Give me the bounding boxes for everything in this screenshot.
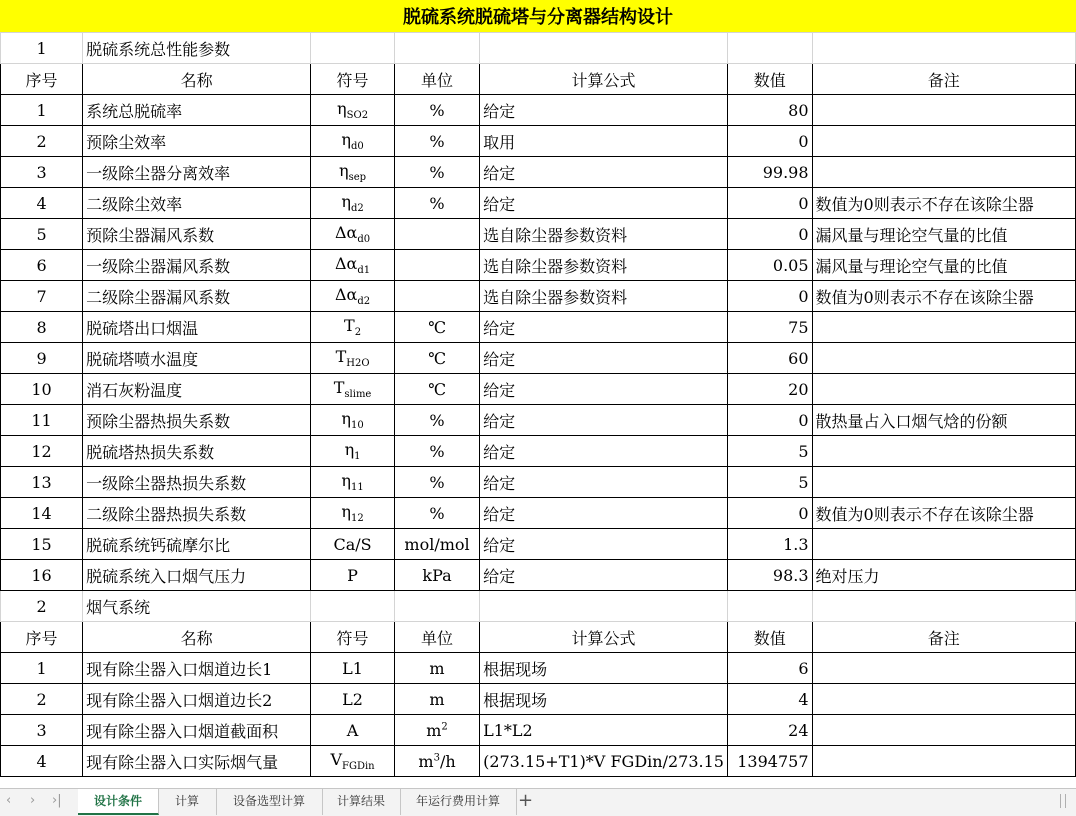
- unit-cell[interactable]: [394, 653, 479, 684]
- param-name-cell[interactable]: 脱硫系统钙硫摩尔比: [83, 529, 311, 560]
- section-number-cell[interactable]: 2: [1, 591, 83, 622]
- unit-text: m: [418, 751, 434, 771]
- row-number-cell[interactable]: 15: [1, 529, 83, 560]
- symbol-cell[interactable]: [311, 219, 395, 250]
- symbol-cell[interactable]: [311, 529, 395, 560]
- formula-cell[interactable]: 给定: [480, 157, 728, 188]
- unit-cell[interactable]: [394, 250, 479, 281]
- symbol-text: Δα: [334, 253, 358, 273]
- symbol-cell[interactable]: [311, 343, 395, 374]
- value-cell[interactable]: 98.3: [727, 560, 812, 591]
- unit-cell[interactable]: [394, 312, 479, 343]
- unit-cell[interactable]: [394, 560, 479, 591]
- formula-cell[interactable]: 给定: [480, 498, 728, 529]
- unit-superscript: 2: [441, 721, 448, 733]
- unit-text: %: [429, 503, 445, 523]
- unit-cell[interactable]: [394, 219, 479, 250]
- sheet-tab-bar: [0, 788, 1076, 816]
- sheet-tab-1[interactable]: 计算: [158, 789, 217, 815]
- unit-cell[interactable]: [394, 529, 479, 560]
- unit-cell[interactable]: [394, 498, 479, 529]
- tab-scroll-splitter[interactable]: [1060, 794, 1066, 808]
- value-cell[interactable]: 5: [727, 467, 812, 498]
- value-cell[interactable]: 20: [727, 374, 812, 405]
- remark-cell[interactable]: [812, 126, 1075, 157]
- row-number-cell[interactable]: 12: [1, 436, 83, 467]
- row-number-cell[interactable]: 10: [1, 374, 83, 405]
- unit-text: kPa: [422, 565, 452, 585]
- remark-cell[interactable]: [812, 312, 1075, 343]
- symbol-subscript: d0: [357, 234, 371, 246]
- row-number-cell[interactable]: 3: [1, 157, 83, 188]
- value-cell[interactable]: 0: [727, 498, 812, 529]
- value-cell[interactable]: 0: [727, 219, 812, 250]
- empty-cell[interactable]: [727, 33, 812, 64]
- value-cell[interactable]: 0: [727, 281, 812, 312]
- unit-cell[interactable]: [394, 374, 479, 405]
- symbol-subscript: H2O: [346, 358, 370, 370]
- table-row: [1, 467, 1076, 498]
- table-row: [1, 498, 1076, 529]
- table-row: [1, 126, 1076, 157]
- section-number-cell[interactable]: 1: [1, 33, 83, 64]
- symbol-cell[interactable]: [311, 374, 395, 405]
- remark-cell[interactable]: [812, 653, 1075, 684]
- symbol-cell[interactable]: [311, 312, 395, 343]
- symbol-cell[interactable]: [311, 95, 395, 126]
- remark-cell[interactable]: 数值为0则表示不存在该除尘器: [812, 188, 1075, 219]
- unit-text: mol/mol: [404, 534, 470, 554]
- symbol-text: η: [341, 191, 351, 211]
- param-name-cell[interactable]: 二级除尘效率: [83, 188, 311, 219]
- table-row: [1, 95, 1076, 126]
- param-name-cell[interactable]: 现有除尘器入口烟道截面积: [83, 715, 311, 746]
- symbol-text: T: [333, 377, 345, 397]
- symbol-text: L1: [342, 658, 363, 678]
- symbol-cell[interactable]: [311, 715, 395, 746]
- row-number-cell[interactable]: 4: [1, 188, 83, 219]
- unit-text: m: [429, 658, 445, 678]
- unit-cell[interactable]: [394, 715, 479, 746]
- value-cell[interactable]: 5: [727, 436, 812, 467]
- remark-cell[interactable]: [812, 95, 1075, 126]
- formula-cell[interactable]: 给定: [480, 343, 728, 374]
- formula-cell[interactable]: 给定: [480, 95, 728, 126]
- param-name-cell[interactable]: 脱硫塔热损失系数: [83, 436, 311, 467]
- formula-cell[interactable]: 给定: [480, 436, 728, 467]
- empty-cell[interactable]: [812, 33, 1075, 64]
- unit-cell[interactable]: [394, 467, 479, 498]
- symbol-subscript: 1: [354, 451, 361, 463]
- remark-cell[interactable]: [812, 746, 1075, 777]
- table-row: [1, 312, 1076, 343]
- remark-cell[interactable]: [812, 529, 1075, 560]
- header-unit-cell[interactable]: 单位: [394, 622, 479, 653]
- formula-cell[interactable]: 选自除尘器参数资料: [480, 281, 728, 312]
- formula-cell[interactable]: 给定: [480, 374, 728, 405]
- symbol-cell[interactable]: [311, 281, 395, 312]
- symbol-text: A: [346, 720, 359, 740]
- symbol-subscript: sep: [348, 172, 367, 184]
- param-name-cell[interactable]: 脱硫系统入口烟气压力: [83, 560, 311, 591]
- symbol-text: Ca/S: [333, 534, 372, 554]
- header-remark-cell[interactable]: 备注: [812, 64, 1075, 95]
- remark-cell[interactable]: [812, 343, 1075, 374]
- table-row: [1, 436, 1076, 467]
- param-name-cell[interactable]: 现有除尘器入口烟道边长1: [83, 653, 311, 684]
- formula-cell[interactable]: 根据现场: [480, 684, 728, 715]
- symbol-text: T: [335, 346, 347, 366]
- unit-text: %: [429, 410, 445, 430]
- table-row: [1, 157, 1076, 188]
- header-no-cell[interactable]: 序号: [1, 622, 83, 653]
- value-cell[interactable]: 1.3: [727, 529, 812, 560]
- param-name-cell[interactable]: 脱硫塔喷水温度: [83, 343, 311, 374]
- table-row: [1, 281, 1076, 312]
- data-grid[interactable]: [0, 32, 1076, 777]
- formula-cell[interactable]: 给定: [480, 529, 728, 560]
- remark-cell[interactable]: [812, 374, 1075, 405]
- value-cell[interactable]: 0: [727, 188, 812, 219]
- unit-cell[interactable]: [394, 343, 479, 374]
- section-name-cell[interactable]: 烟气系统: [83, 591, 311, 622]
- unit-text: %: [429, 472, 445, 492]
- formula-cell[interactable]: 给定: [480, 560, 728, 591]
- row-number-cell[interactable]: 16: [1, 560, 83, 591]
- unit-text: %: [429, 131, 445, 151]
- sheet-title: 脱硫系统脱硫塔与分离器结构设计: [403, 7, 673, 28]
- symbol-text: η: [341, 408, 351, 428]
- symbol-text: Δα: [334, 222, 358, 242]
- formula-cell[interactable]: 根据现场: [480, 653, 728, 684]
- unit-superscript: 3: [433, 752, 440, 764]
- row-number-cell[interactable]: 14: [1, 498, 83, 529]
- table-row: [1, 684, 1076, 715]
- unit-cell[interactable]: [394, 188, 479, 219]
- symbol-text: Δα: [334, 284, 358, 304]
- row-number-cell[interactable]: 1: [1, 653, 83, 684]
- header-row: [1, 64, 1076, 95]
- row-number-cell[interactable]: 13: [1, 467, 83, 498]
- symbol-cell[interactable]: [311, 126, 395, 157]
- remark-cell[interactable]: [812, 157, 1075, 188]
- param-name-cell[interactable]: 一级除尘器漏风系数: [83, 250, 311, 281]
- symbol-cell[interactable]: [311, 498, 395, 529]
- row-number-cell[interactable]: 8: [1, 312, 83, 343]
- table-row: [1, 746, 1076, 777]
- param-name-cell[interactable]: 预除尘器漏风系数: [83, 219, 311, 250]
- remark-cell[interactable]: 数值为0则表示不存在该除尘器: [812, 281, 1075, 312]
- sheet-tab-0[interactable]: 设计条件: [78, 789, 159, 815]
- unit-cell[interactable]: [394, 436, 479, 467]
- unit-cell[interactable]: [394, 95, 479, 126]
- unit-text: m: [429, 689, 445, 709]
- add-sheet-button[interactable]: +: [518, 790, 534, 811]
- unit-cell[interactable]: [394, 157, 479, 188]
- row-number-cell[interactable]: 6: [1, 250, 83, 281]
- header-row: [1, 622, 1076, 653]
- row-number-cell[interactable]: 1: [1, 95, 83, 126]
- empty-cell[interactable]: [480, 33, 728, 64]
- header-name-cell[interactable]: 名称: [83, 622, 311, 653]
- sheet-title-cell[interactable]: [0, 0, 1076, 33]
- unit-cell[interactable]: [394, 684, 479, 715]
- param-name-cell[interactable]: 现有除尘器入口实际烟气量: [83, 746, 311, 777]
- value-cell[interactable]: 24: [727, 715, 812, 746]
- symbol-text: V: [330, 749, 343, 769]
- unit-text: %: [429, 193, 445, 213]
- empty-cell[interactable]: [394, 33, 479, 64]
- formula-cell[interactable]: 给定: [480, 312, 728, 343]
- unit-tail: /h: [439, 751, 456, 771]
- symbol-text: η: [344, 439, 355, 459]
- formula-cell[interactable]: 给定: [480, 405, 728, 436]
- unit-cell[interactable]: [394, 126, 479, 157]
- unit-text: %: [429, 162, 445, 182]
- empty-cell[interactable]: [812, 591, 1075, 622]
- empty-cell[interactable]: [480, 591, 728, 622]
- param-name-cell[interactable]: 一级除尘器分离效率: [83, 157, 311, 188]
- symbol-subscript: d2: [350, 203, 364, 215]
- table-row: [1, 529, 1076, 560]
- unit-cell[interactable]: [394, 405, 479, 436]
- row-number-cell[interactable]: 9: [1, 343, 83, 374]
- next-sheet-icon[interactable]: ›: [30, 793, 36, 808]
- param-name-cell[interactable]: 脱硫塔出口烟温: [83, 312, 311, 343]
- table-row: [1, 653, 1076, 684]
- formula-cell[interactable]: 选自除尘器参数资料: [480, 219, 728, 250]
- remark-cell[interactable]: 散热量占入口烟气焓的份额: [812, 405, 1075, 436]
- remark-cell[interactable]: 绝对压力: [812, 560, 1075, 591]
- header-value-cell[interactable]: 数值: [727, 622, 812, 653]
- symbol-text: η: [341, 501, 351, 521]
- value-cell[interactable]: 0: [727, 126, 812, 157]
- value-cell[interactable]: 60: [727, 343, 812, 374]
- row-number-cell[interactable]: 11: [1, 405, 83, 436]
- value-cell[interactable]: 0.05: [727, 250, 812, 281]
- unit-text: %: [429, 100, 445, 120]
- row-number-cell[interactable]: 7: [1, 281, 83, 312]
- remark-cell[interactable]: [812, 467, 1075, 498]
- first-sheet-icon[interactable]: ‹: [6, 793, 12, 808]
- symbol-text: T: [344, 315, 355, 335]
- value-cell[interactable]: 1394757: [727, 746, 812, 777]
- empty-cell[interactable]: [727, 591, 812, 622]
- sheet-tab-3[interactable]: 计算结果: [322, 789, 401, 815]
- remark-cell[interactable]: 漏风量与理论空气量的比值: [812, 219, 1075, 250]
- symbol-subscript: slime: [344, 389, 372, 401]
- param-name-cell[interactable]: 预除尘效率: [83, 126, 311, 157]
- sheet-tab-2[interactable]: 设备选型计算: [216, 789, 323, 815]
- unit-text: m: [426, 720, 442, 740]
- table-row: [1, 219, 1076, 250]
- table-row: [1, 343, 1076, 374]
- symbol-cell[interactable]: [311, 157, 395, 188]
- remark-cell[interactable]: 漏风量与理论空气量的比值: [812, 250, 1075, 281]
- formula-cell[interactable]: 给定: [480, 467, 728, 498]
- symbol-subscript: 11: [350, 482, 364, 494]
- remark-cell[interactable]: [812, 715, 1075, 746]
- symbol-cell[interactable]: [311, 250, 395, 281]
- symbol-cell[interactable]: [311, 467, 395, 498]
- header-symbol-cell[interactable]: 符号: [311, 622, 395, 653]
- param-name-cell[interactable]: 预除尘器热损失系数: [83, 405, 311, 436]
- param-name-cell[interactable]: 系统总脱硫率: [83, 95, 311, 126]
- row-number-cell[interactable]: 3: [1, 715, 83, 746]
- unit-text: ℃: [428, 379, 446, 399]
- table-row: [1, 715, 1076, 746]
- value-cell[interactable]: 75: [727, 312, 812, 343]
- header-remark-cell[interactable]: 备注: [812, 622, 1075, 653]
- table-row: [1, 374, 1076, 405]
- sheet-tab-4[interactable]: 年运行费用计算: [400, 789, 517, 815]
- formula-cell[interactable]: 给定: [480, 188, 728, 219]
- empty-cell[interactable]: [311, 33, 395, 64]
- value-cell[interactable]: 6: [727, 653, 812, 684]
- symbol-subscript: d1: [357, 265, 371, 277]
- symbol-cell[interactable]: [311, 684, 395, 715]
- table-row: [1, 560, 1076, 591]
- symbol-subscript: 2: [354, 327, 362, 339]
- value-cell[interactable]: 99.98: [727, 157, 812, 188]
- symbol-text: P: [347, 565, 358, 585]
- formula-cell[interactable]: 选自除尘器参数资料: [480, 250, 728, 281]
- unit-text: ℃: [428, 348, 446, 368]
- empty-cell[interactable]: [394, 591, 479, 622]
- symbol-text: η: [339, 160, 349, 180]
- formula-cell[interactable]: (273.15+T1)*V FGDin/273.15: [480, 746, 728, 777]
- unit-cell[interactable]: [394, 281, 479, 312]
- row-number-cell[interactable]: 2: [1, 684, 83, 715]
- section-name-cell[interactable]: 脱硫系统总性能参数: [83, 33, 311, 64]
- header-symbol-cell[interactable]: 符号: [311, 64, 395, 95]
- remark-cell[interactable]: [812, 684, 1075, 715]
- row-number-cell[interactable]: 5: [1, 219, 83, 250]
- symbol-cell[interactable]: [311, 188, 395, 219]
- symbol-subscript: FGDin: [342, 761, 375, 773]
- param-name-cell[interactable]: 一级除尘器热损失系数: [83, 467, 311, 498]
- value-cell[interactable]: 80: [727, 95, 812, 126]
- section-row: [1, 33, 1076, 64]
- unit-text: ℃: [428, 317, 446, 337]
- table-row: [1, 250, 1076, 281]
- symbol-cell[interactable]: [311, 653, 395, 684]
- table-row: [1, 405, 1076, 436]
- symbol-cell[interactable]: [311, 436, 395, 467]
- symbol-text: η: [337, 98, 347, 118]
- remark-cell[interactable]: [812, 436, 1075, 467]
- header-no-cell[interactable]: 序号: [1, 64, 83, 95]
- symbol-text: η: [341, 129, 351, 149]
- header-unit-cell[interactable]: 单位: [394, 64, 479, 95]
- param-name-cell[interactable]: 二级除尘器漏风系数: [83, 281, 311, 312]
- empty-cell[interactable]: [311, 591, 395, 622]
- header-formula-cell[interactable]: 计算公式: [480, 622, 728, 653]
- section-row: [1, 591, 1076, 622]
- formula-cell[interactable]: L1*L2: [480, 715, 728, 746]
- unit-text: %: [429, 441, 445, 461]
- row-number-cell[interactable]: 4: [1, 746, 83, 777]
- symbol-text: L2: [342, 689, 363, 709]
- formula-cell[interactable]: 取用: [480, 126, 728, 157]
- symbol-subscript: 10: [350, 420, 364, 432]
- param-name-cell[interactable]: 现有除尘器入口烟道边长2: [83, 684, 311, 715]
- param-name-cell[interactable]: 消石灰粉温度: [83, 374, 311, 405]
- unit-cell[interactable]: [394, 746, 479, 777]
- symbol-text: η: [341, 470, 351, 490]
- symbol-cell[interactable]: [311, 405, 395, 436]
- table-row: [1, 188, 1076, 219]
- value-cell[interactable]: 4: [727, 684, 812, 715]
- header-name-cell[interactable]: 名称: [83, 64, 311, 95]
- last-sheet-icon[interactable]: ›|: [52, 793, 62, 808]
- symbol-subscript: SO2: [346, 110, 369, 122]
- value-cell[interactable]: 0: [727, 405, 812, 436]
- row-number-cell[interactable]: 2: [1, 126, 83, 157]
- header-formula-cell[interactable]: 计算公式: [480, 64, 728, 95]
- header-value-cell[interactable]: 数值: [727, 64, 812, 95]
- symbol-subscript: d2: [357, 296, 371, 308]
- param-name-cell[interactable]: 二级除尘器热损失系数: [83, 498, 311, 529]
- symbol-cell[interactable]: [311, 746, 395, 777]
- symbol-subscript: 12: [350, 513, 364, 525]
- symbol-cell[interactable]: [311, 560, 395, 591]
- symbol-subscript: d0: [350, 141, 364, 153]
- remark-cell[interactable]: 数值为0则表示不存在该除尘器: [812, 498, 1075, 529]
